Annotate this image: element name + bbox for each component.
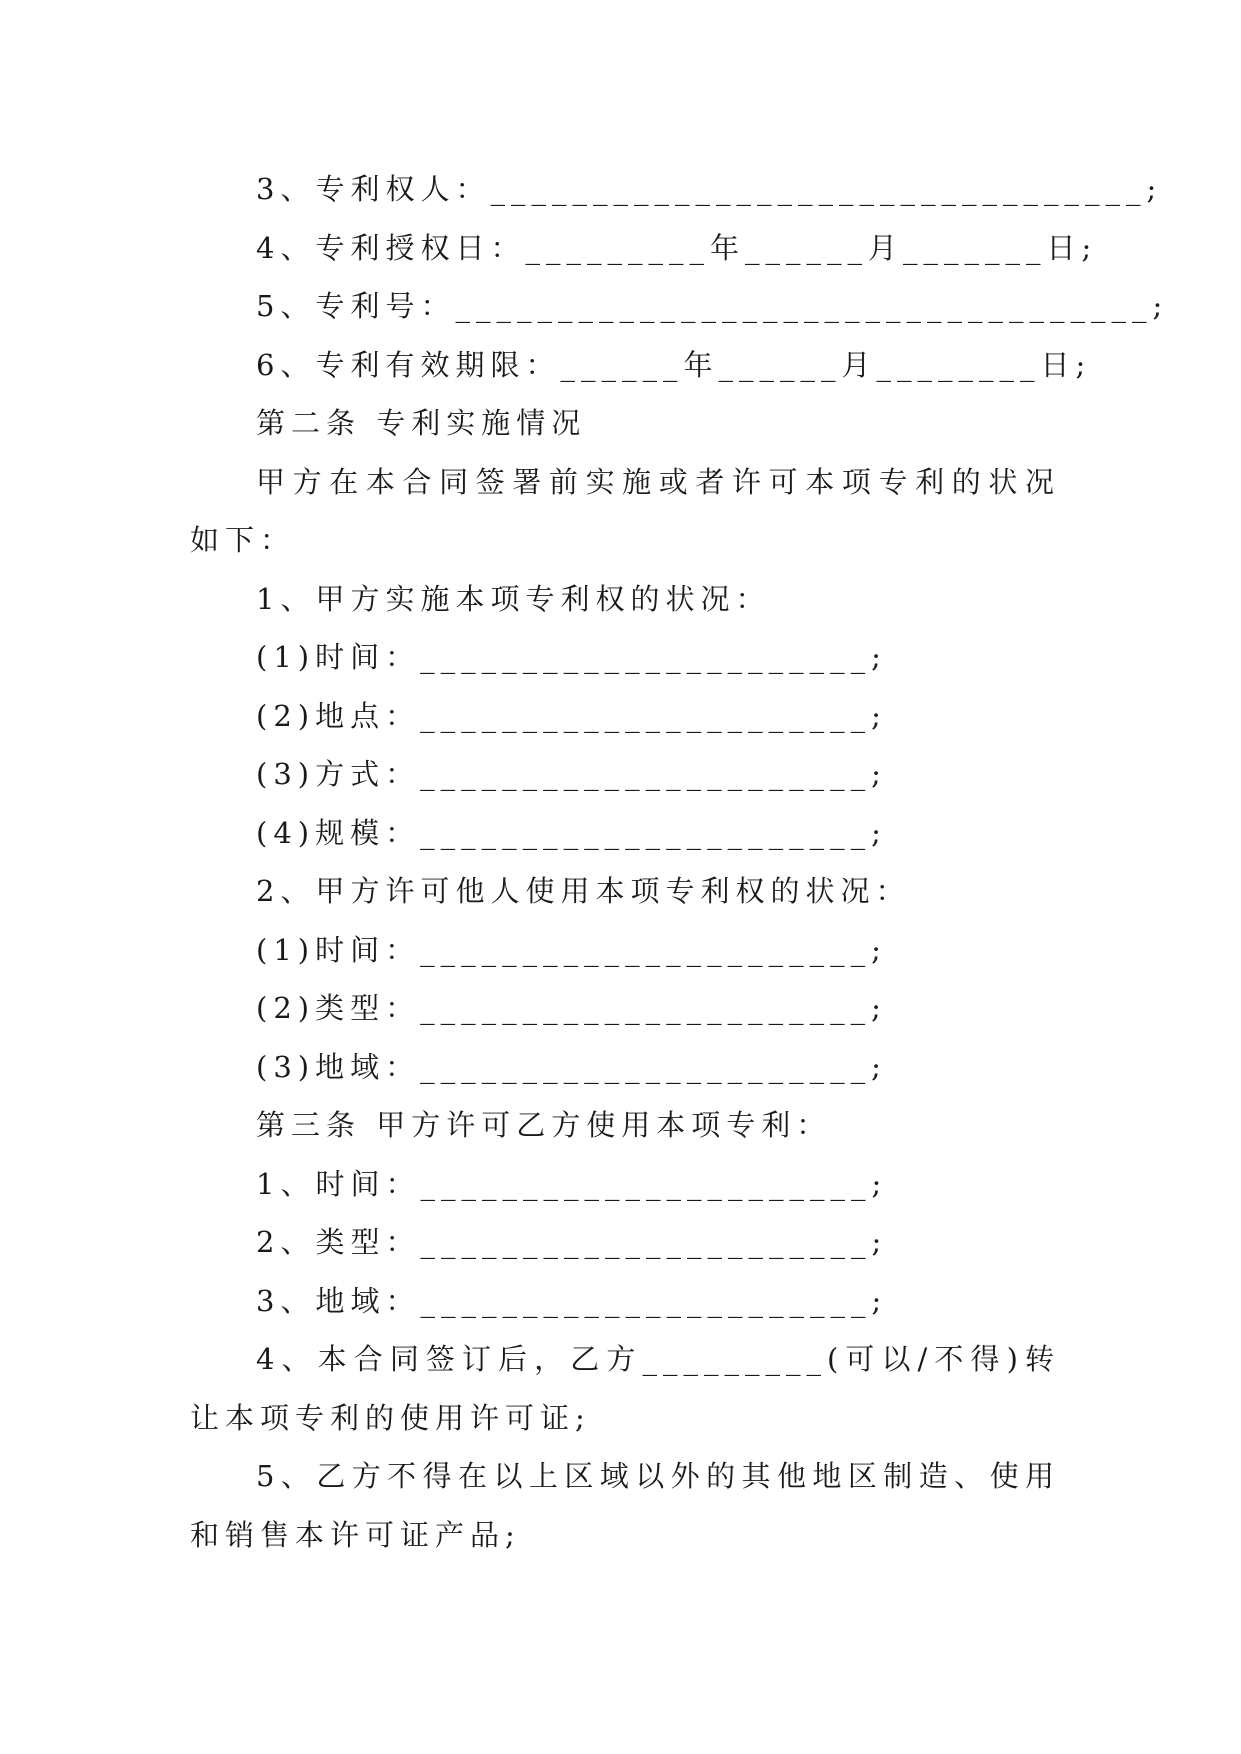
- license-region-line: (3)地域：______________________;: [256, 1049, 887, 1084]
- article-two-intro: 甲方在本合同签署前实施或者许可本项专利的状况如下：: [190, 464, 1060, 557]
- territory-clause: 5、乙方不得在以上区域以外的其他地区制造、使用和销售本许可证产品;: [190, 1459, 1060, 1552]
- implementation-location-line: (2)地点：______________________;: [256, 698, 887, 733]
- license-status-heading: 2、甲方许可他人使用本项专利权的状况：: [256, 874, 911, 908]
- transfer-clause: 4、本合同签订后，乙方_________(可以/不得)转让本项专利的使用许可证;: [190, 1342, 1060, 1435]
- implementation-status-heading: 1、甲方实施本项专利权的状况：: [256, 581, 771, 616]
- document-body: [190, 160, 1169, 1564]
- grant-region-line: 3、地域：______________________;: [256, 1283, 888, 1318]
- article-three-heading: 第三条 甲方许可乙方使用本项专利：: [256, 1108, 832, 1142]
- validity-period-line: 6、专利有效期限：______年______月________日;: [256, 347, 1092, 382]
- implementation-scale-line: (4)规模：______________________;: [256, 815, 887, 850]
- implementation-time-line: (1)时间：______________________;: [256, 640, 887, 674]
- article-two-heading: 第二条 专利实施情况: [256, 406, 587, 440]
- grant-type-line: 2、类型：______________________;: [256, 1225, 888, 1259]
- license-time-line: (1)时间：______________________;: [256, 932, 887, 967]
- grant-date-line: 4、专利授权日：_________年______月_______日;: [256, 230, 1098, 265]
- patent-holder-line: 3、专利权人：________________________________;: [256, 172, 1163, 206]
- grant-time-line: 1、时间：______________________;: [256, 1166, 888, 1201]
- implementation-method-line: (3)方式：______________________;: [256, 757, 887, 791]
- patent-number-line: 5、专利号：__________________________________;: [256, 289, 1169, 323]
- license-type-line: (2)类型：______________________;: [256, 991, 887, 1025]
